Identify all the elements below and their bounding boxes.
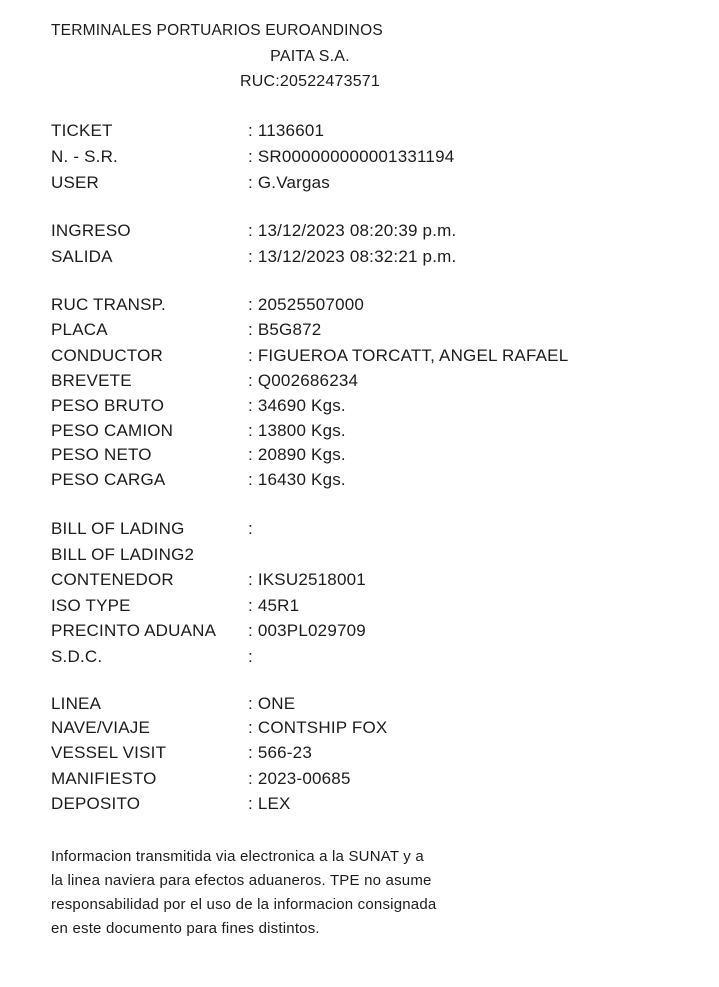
- field-value: : 13/12/2023 08:32:21 p.m.: [248, 247, 457, 266]
- disclaimer-line: Informacion transmitida via electronica a la SUNAT y a: [51, 848, 424, 865]
- field-row-conductor: [51, 344, 568, 368]
- field-value: : 13/12/2023 08:20:39 p.m.: [248, 221, 457, 240]
- field-label: USER: [51, 173, 100, 192]
- field-row-ingreso: [51, 219, 456, 243]
- field-value: : ONE: [248, 694, 296, 713]
- field-row-linea: [51, 692, 295, 716]
- field-value: : B5G872: [248, 320, 322, 339]
- field-label: S.D.C.: [51, 647, 103, 666]
- field-row-manifiesto: [51, 767, 351, 791]
- field-value: : 13800 Kgs.: [248, 421, 346, 440]
- field-value: : LEX: [248, 794, 291, 813]
- field-row-nsr: [51, 145, 454, 169]
- field-label: BREVETE: [51, 371, 132, 390]
- field-row-iso-type: [51, 594, 299, 618]
- field-label: INGRESO: [51, 221, 131, 240]
- field-label: SALIDA: [51, 247, 113, 266]
- field-row-vessel-visit: [51, 741, 312, 765]
- field-label: ISO TYPE: [51, 596, 131, 615]
- field-value: :: [248, 519, 253, 538]
- field-row-deposito: [51, 792, 291, 816]
- field-value: : 20525507000: [248, 295, 365, 314]
- field-value: : Q002686234: [248, 371, 359, 390]
- field-value: : 16430 Kgs.: [248, 470, 346, 489]
- field-row-placa: [51, 318, 321, 342]
- field-value: : 45R1: [248, 596, 300, 615]
- field-value: : FIGUEROA TORCATT, ANGEL RAFAEL: [248, 346, 569, 365]
- disclaimer-line: responsabilidad por el uso de la informacion consignada: [51, 896, 437, 913]
- disclaimer-note: [51, 845, 571, 941]
- field-label: CONTENEDOR: [51, 570, 174, 589]
- field-row-nave-viaje: [51, 716, 387, 740]
- field-value: : CONTSHIP FOX: [248, 718, 388, 737]
- field-label: PESO NETO: [51, 445, 152, 464]
- field-row-precinto-aduana: [51, 619, 366, 643]
- field-row-salida: [51, 245, 456, 269]
- field-row-peso-carga: [51, 468, 346, 492]
- field-row-peso-bruto: [51, 394, 346, 418]
- company-name: TERMINALES PORTUARIOS EUROANDINOS: [51, 22, 383, 39]
- field-row-sdc: [51, 645, 253, 669]
- field-value: : SR000000000001331194: [248, 147, 455, 166]
- field-label: PESO CAMION: [51, 421, 174, 440]
- field-label: PRECINTO ADUANA: [51, 621, 217, 640]
- field-label: BILL OF LADING2: [51, 545, 195, 564]
- field-label: TICKET: [51, 121, 113, 140]
- field-label: BILL OF LADING: [51, 519, 185, 538]
- field-row-ruc-transp: [51, 293, 364, 317]
- field-row-brevete: [51, 369, 358, 393]
- field-label: PESO CARGA: [51, 470, 166, 489]
- field-value: : G.Vargas: [248, 173, 330, 192]
- field-label: NAVE/VIAJE: [51, 718, 150, 737]
- field-row-ticket: [51, 119, 324, 143]
- field-row-peso-neto: [51, 443, 346, 467]
- field-row-bill-of-lading2: [51, 543, 248, 567]
- disclaimer-line: la linea naviera para efectos aduaneros. TPE no asume: [51, 872, 432, 889]
- field-label: RUC TRANSP.: [51, 295, 166, 314]
- field-label: N. - S.R.: [51, 147, 118, 166]
- field-label: PLACA: [51, 320, 108, 339]
- field-label: LINEA: [51, 694, 102, 713]
- company-ruc: RUC:20522473571: [240, 73, 380, 90]
- disclaimer-line: en este documento para fines distintos.: [51, 920, 320, 937]
- field-value: : 1136601: [248, 121, 325, 140]
- field-value: : 34690 Kgs.: [248, 396, 346, 415]
- field-row-bill-of-lading: [51, 517, 253, 541]
- field-row-contenedor: [51, 568, 366, 592]
- field-label: PESO BRUTO: [51, 396, 165, 415]
- field-value: :: [248, 647, 253, 666]
- field-value: : 2023-00685: [248, 769, 351, 788]
- field-row-peso-camion: [51, 419, 346, 443]
- company-location: PAITA S.A.: [270, 48, 350, 65]
- field-label: CONDUCTOR: [51, 346, 163, 365]
- field-value: : 20890 Kgs.: [248, 445, 346, 464]
- field-row-user: [51, 171, 330, 195]
- field-value: : 003PL029709: [248, 621, 366, 640]
- field-value: : IKSU2518001: [248, 570, 366, 589]
- field-value: : 566-23: [248, 743, 312, 762]
- field-label: MANIFIESTO: [51, 769, 157, 788]
- field-label: VESSEL VISIT: [51, 743, 167, 762]
- field-label: DEPOSITO: [51, 794, 141, 813]
